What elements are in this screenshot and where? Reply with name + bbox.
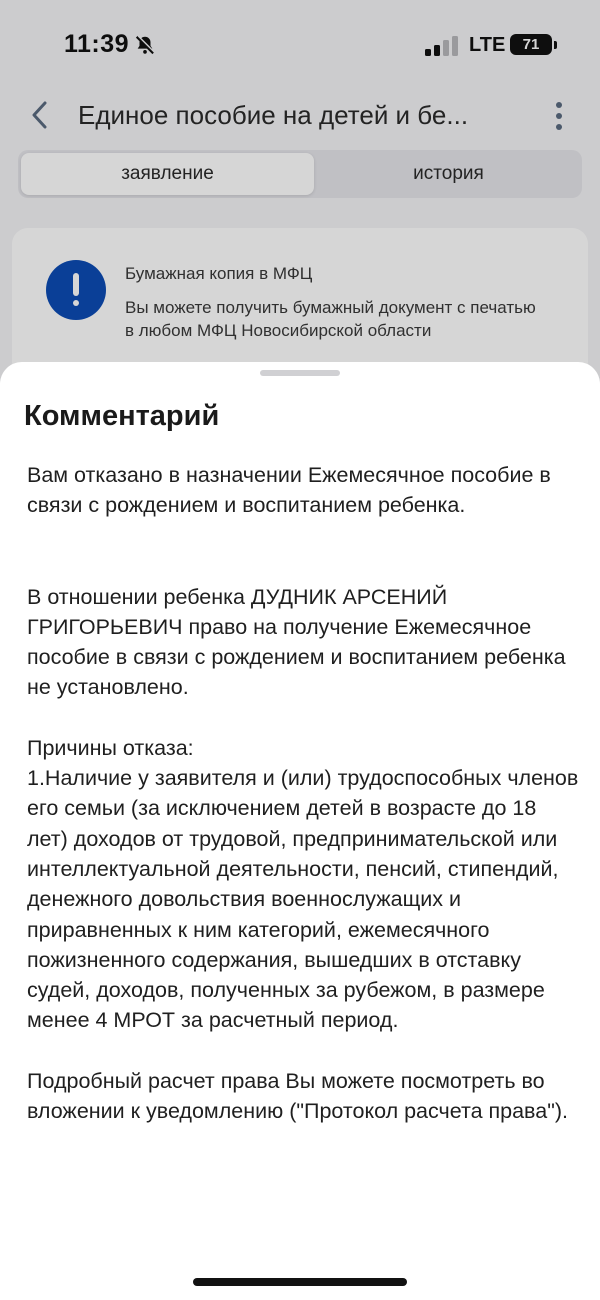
page-title: Единое пособие на детей и бе... bbox=[78, 100, 469, 130]
comment-paragraph: Вам отказано в назначении Ежемесячное пособие в связи с рождением и воспитанием ребенка. bbox=[27, 463, 551, 518]
battery-icon: 71 bbox=[510, 34, 552, 55]
refusal-reason-item: 1.Наличие у заявителя и (или) трудоспособных членов его семьи (за исключением детей в возрасте до 18 лет) доходов от трудовой, предпринимательской или интеллектуальной деятельности, пенсий, стипендий, денежного довольствия военнослужащих и приравненных к ним категорий, ежемесячного пожизненного содержания, вышедших в отставку судей, доходов, полученных за рубежом, в размере менее 4 МРОТ за расчетный период. bbox=[27, 766, 579, 1033]
refusal-reasons-heading: Причины отказа: bbox=[27, 735, 194, 760]
info-card-title: Бумажная копия в МФЦ bbox=[125, 264, 313, 283]
comment-paragraph: Подробный расчет права Вы можете посмотреть во вложении к уведомлению ("Протокол расчета права"). bbox=[27, 1068, 568, 1124]
comment-paragraph: В отношении ребенка ДУДНИК АРСЕНИЙ ГРИГОРЬЕВИЧ право на получение Ежемесячное пособие в связи с рождением и воспитанием ребенка не установлено. bbox=[27, 584, 566, 700]
home-indicator[interactable] bbox=[193, 1278, 407, 1286]
comment-bottom-sheet bbox=[0, 362, 600, 1300]
tab-history[interactable]: история bbox=[413, 163, 484, 184]
network-label: LTE bbox=[469, 34, 506, 56]
comment-text bbox=[27, 460, 582, 1126]
status-time: 11:39 bbox=[64, 30, 130, 58]
info-card-text: Вы можете получить бумажный документ с печатью в любом МФЦ Новосибирской области bbox=[125, 298, 536, 340]
sheet-title: Комментарий bbox=[24, 400, 220, 432]
drag-handle[interactable] bbox=[260, 370, 340, 376]
tab-application[interactable]: заявление bbox=[21, 153, 314, 195]
